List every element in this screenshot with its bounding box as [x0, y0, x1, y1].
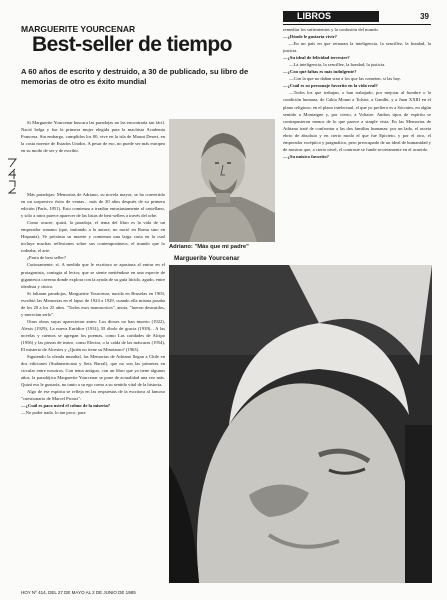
question: —¿Cuál es para usted el colmo de la miseria? [21, 403, 111, 409]
article-deck: A 60 años de escrito y destruido, a 30 de publicado, su libro de memorias de otro es éxito mundial [21, 67, 249, 86]
hadrian-photo-caption: Adriano: "Más que mi padre" [169, 244, 249, 250]
answer: —Con la que no dañan sino a los que las cometen, si las hay. [289, 76, 401, 82]
paragraph: Siguiendo la oleada mundial, las Memorias de Adriano llegan a Chile en dos ediciones (Sudamericana y Seix Barral), que no son las primeras en circular entre nosotros. Con tema antiguo, con un libro que ya tiene algunos años, la paradójica Marguerite Yourcenar se pone de actualidad una vez más. Quizá eso le gustaría, no tanto a su ego como a su sentido vital de la historia. [21, 354, 165, 388]
question: —¿Cuál es su personaje favorito en la vida real? [283, 83, 378, 89]
left-text-column-lower [21, 191, 165, 417]
paragraph: Otras obras suyas aparecieron antes: Los dioses no han muerto (1922), Alexis (1929), La nueva Euridice (1931), El óbolo de gracia (1939)... A las novelas y cuentos se agregan los poemas, como Las caridades de Alcipo (1956) y las piezas de teatro, como Electra, o la caída de las máscaras (1954), El misterio de Alcestes y ¿Quién no tiene su Minotauro? (1963). [21, 318, 165, 353]
section-title: LIBROS [283, 11, 379, 22]
left-text-column [21, 119, 165, 154]
question: —¿Con qué faltas es más indulgente? [283, 69, 357, 75]
question: —¿Su músico favorito? [283, 153, 329, 159]
handwritten-margin-note [6, 155, 18, 195]
paragraph: Si Marguerite Yourcenar buscara las paradojas no las encontraría tan fácil. Nació belga y fue la primera mujer elegida para la machista Academia Francesa. Sin embargo, cumplidos los 80, vive en la isla de Mount Desert, en la costa noreste de Estados Unidos. A pesar de eso, no puede ser más europea en su modo de ser y de escribir. [21, 120, 165, 154]
question: —¿Dónde le gustaría vivir? [283, 34, 337, 40]
big-photo-caption: Marguerite Yourcenar [174, 255, 240, 262]
footer-issue-line: HOY Nº 414, DEL 27 DE MAYO AL 2 DE JUNIO DE 1985 [21, 590, 136, 595]
section-header [283, 11, 431, 25]
paragraph: —No poder nada, lo tan poco, para [21, 410, 86, 416]
paragraph: Algo de ese espíritu se refleja en las respuestas de la escritora al famoso "cuestionario de Marcel Proust": [21, 389, 165, 402]
yourcenar-portrait-photo [169, 265, 432, 583]
paragraph: Más paradojas: Memorias de Adriano, su novela mayor, se ha convertido en un sorpresivo éxito de ventas... más de 30 años después de su primera edición (París, 1951). Esto comienza a irradiar entusiastamente al castellano, y sólo a ratos parece aparecer de las listas de best-sellers a través del orbe. [21, 192, 165, 219]
article-title: Best-seller de tiempo [32, 33, 232, 56]
answer: remediar los sufrimientos y la confusión del mundo. [283, 27, 379, 32]
right-text-column [283, 26, 431, 160]
hadrian-bust-photo [169, 119, 275, 242]
article-kicker: MARGUERITE YOURCENAR [21, 24, 136, 34]
answer: —La inteligencia, la sencillez, la bondad, la justicia. [289, 62, 386, 68]
question: —¿Su ideal de felicidad terrestre? [283, 55, 350, 61]
paragraph: Como ocurre, quizá, la paradoja, el tema del libro es la vida de un emperador romano (que, imitando a la autora, no nació en Roma sino en Hispania). Ve próxima su muerte y comienza una larga carta en la cual incluye muchas reflexiones sobre sus contemporáneos, el mundo que lo rodeaba, el arte. [21, 220, 165, 254]
answer: —En un país en que reinaran la inteligencia, la sencillez, la bondad, la justicia. [283, 41, 431, 54]
page-number: 39 [420, 12, 429, 21]
answer: —Todos los que trabajan, o han trabajado, por mejorar al hombre o la condición humana, de Cakia Mouni a Tolstoi, a Gandhi, y a Juan XXIII en el plano religioso; en el plano intelectual, el que yo prefiero es a Sócrates, en algún sentido a Montaigne y, por cierto, a Voltaire. Ambos tipos de espíritu se contrapusieron menos de lo que parece a simple vista. En las Memorias de Adriano traté de confrontar a las dos familias humanas: por un lado, el asceta ebrio de absoluto y en cierto modo el que fue Epicteto, y por el otro, el emperador escéptico y pragmático, pero preocupado de un ideal de humanidad y de mostrar que, a cierto nivel, el contraste se funde secretamente en el acuerdo. [283, 90, 431, 152]
paragraph: ¿Pasta de best seller? [27, 255, 66, 261]
paragraph: Curiosamente, sí. A medida que le escritora se apasiona al entrar en el protagonista, contagia al lector, que se siente metiéndose en una especie de gigantesca caverna donde explora con la ayuda de su guía lúcido, agudo, entre idealista y cínico. [21, 262, 165, 289]
paragraph: Si faltaran paradojas, Marguerite Yourcenar, nacida en Bruselas en 1903, escribió las Memorias en el lapso de 1924 a 1929, cuando ella misma pasaba de los 20 a los 25 años. "Todos esos manuscritos", anota, "fueron destruidos, y merecían serlo". [21, 290, 165, 317]
